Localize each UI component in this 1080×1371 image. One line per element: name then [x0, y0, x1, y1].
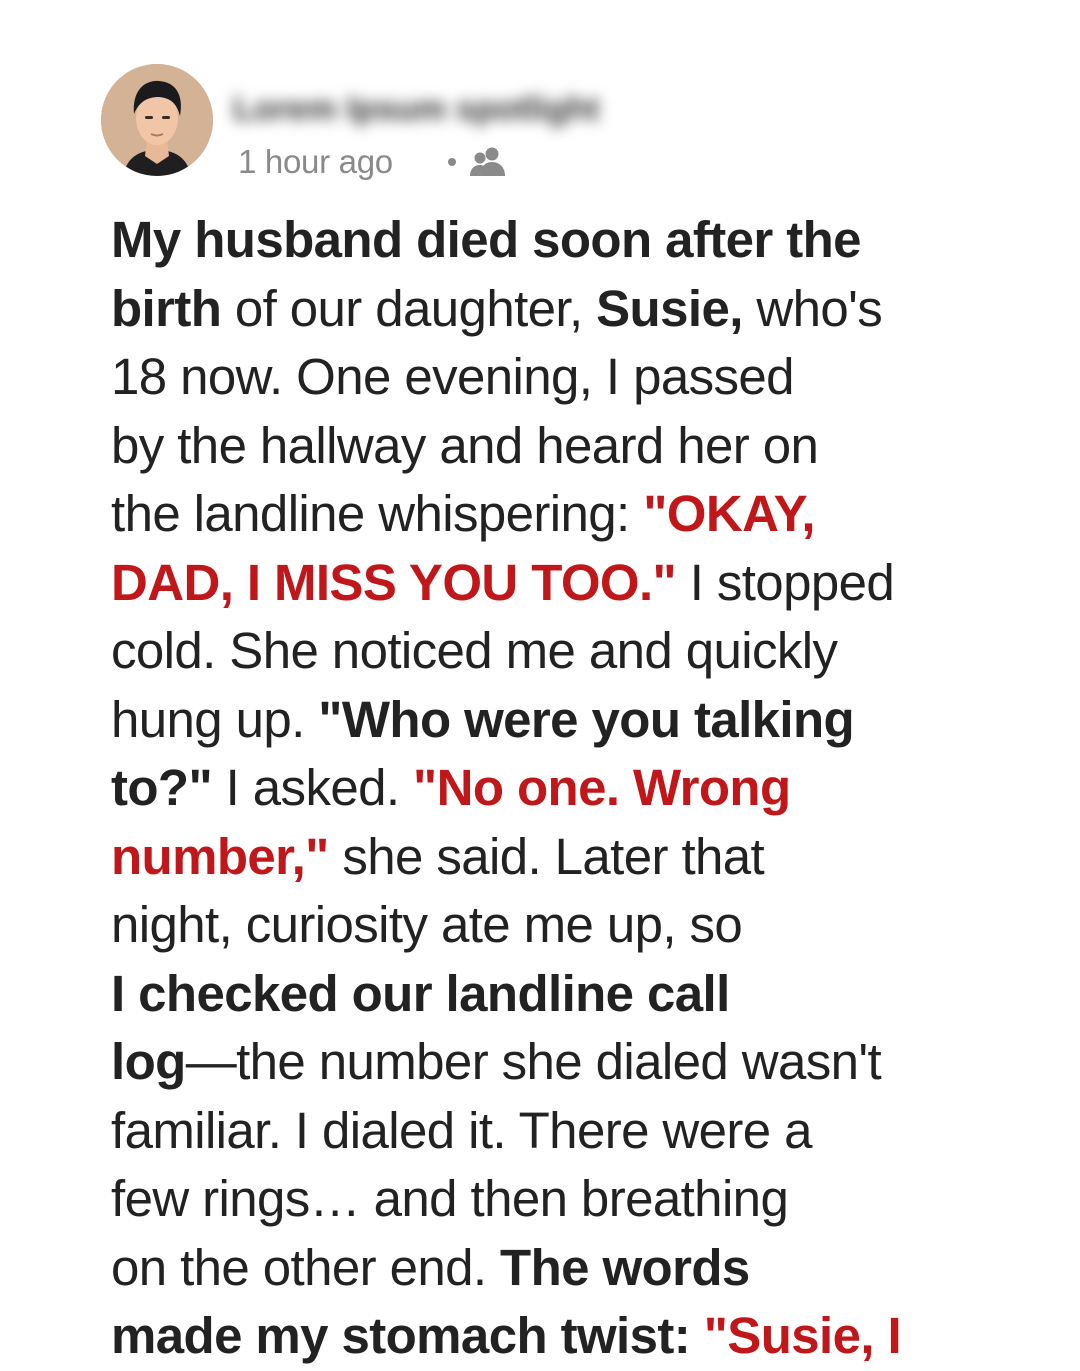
post-line	[111, 754, 1031, 823]
body-text: hung up.	[111, 690, 319, 748]
bold-text: birth	[111, 279, 222, 337]
post-meta	[238, 142, 508, 182]
post-body	[111, 206, 1031, 1371]
body-text: familiar. I dialed it. There were a	[111, 1101, 812, 1159]
highlight-quote: DAD, I MISS YOU TOO."	[111, 553, 677, 611]
post-line	[111, 412, 1031, 481]
post-line	[111, 480, 1031, 549]
highlight-quote: "Susie, I	[703, 1307, 902, 1364]
post-line	[111, 275, 1031, 344]
post-line	[111, 891, 1031, 960]
meta-separator-dot	[448, 158, 456, 166]
post-timestamp[interactable]: 1 hour ago	[238, 143, 393, 180]
post-line	[111, 823, 1031, 892]
post-line	[111, 1165, 1031, 1234]
friends-icon[interactable]	[468, 145, 508, 179]
post-header	[101, 64, 1001, 184]
body-text: of our daughter,	[221, 279, 597, 337]
post-line	[111, 960, 1031, 1029]
body-text: cold. She noticed me and quickly	[111, 622, 838, 679]
profile-photo-icon	[101, 64, 213, 176]
body-text: she said. Later that	[328, 827, 765, 885]
body-text: who's	[742, 279, 883, 337]
post-line	[111, 343, 1031, 412]
author-name[interactable]: Lorem Ipsum spotlight	[233, 90, 600, 128]
body-text: I stopped	[676, 553, 895, 611]
body-text: I asked.	[212, 759, 414, 816]
highlight-quote: "OKAY,	[643, 485, 815, 542]
body-text: night, curiosity ate me up, so	[111, 896, 743, 953]
body-text: few rings… and then breathing	[111, 1170, 789, 1227]
post-line	[111, 1302, 1031, 1371]
bold-text: "Who were you talking	[318, 690, 855, 748]
body-text: on the other end.	[111, 1238, 501, 1296]
bold-text: I checked our landline call	[111, 964, 730, 1022]
body-text: by the hallway and heard her on	[111, 416, 819, 474]
bold-text: My husband died soon after the	[111, 211, 861, 268]
bold-text: to?"	[111, 759, 213, 816]
bold-text: The words	[500, 1238, 750, 1296]
post-line	[111, 1028, 1031, 1097]
body-text: 18 now. One evening, I passed	[111, 348, 794, 405]
post-line	[111, 617, 1031, 686]
bold-text: log	[111, 1033, 186, 1090]
body-text: —the number she dialed wasn't	[185, 1033, 882, 1090]
bold-text: Susie,	[596, 279, 743, 337]
highlight-quote: "No one. Wrong	[413, 759, 791, 816]
post-line	[111, 1097, 1031, 1166]
body-text: the landline whispering:	[111, 485, 644, 542]
highlight-quote: number,"	[111, 827, 329, 885]
post-line	[111, 1234, 1031, 1303]
post-line	[111, 549, 1031, 618]
post-line	[111, 206, 1031, 275]
post-line	[111, 686, 1031, 755]
bold-text: made my stomach twist:	[111, 1307, 704, 1364]
author-avatar[interactable]	[101, 64, 213, 176]
